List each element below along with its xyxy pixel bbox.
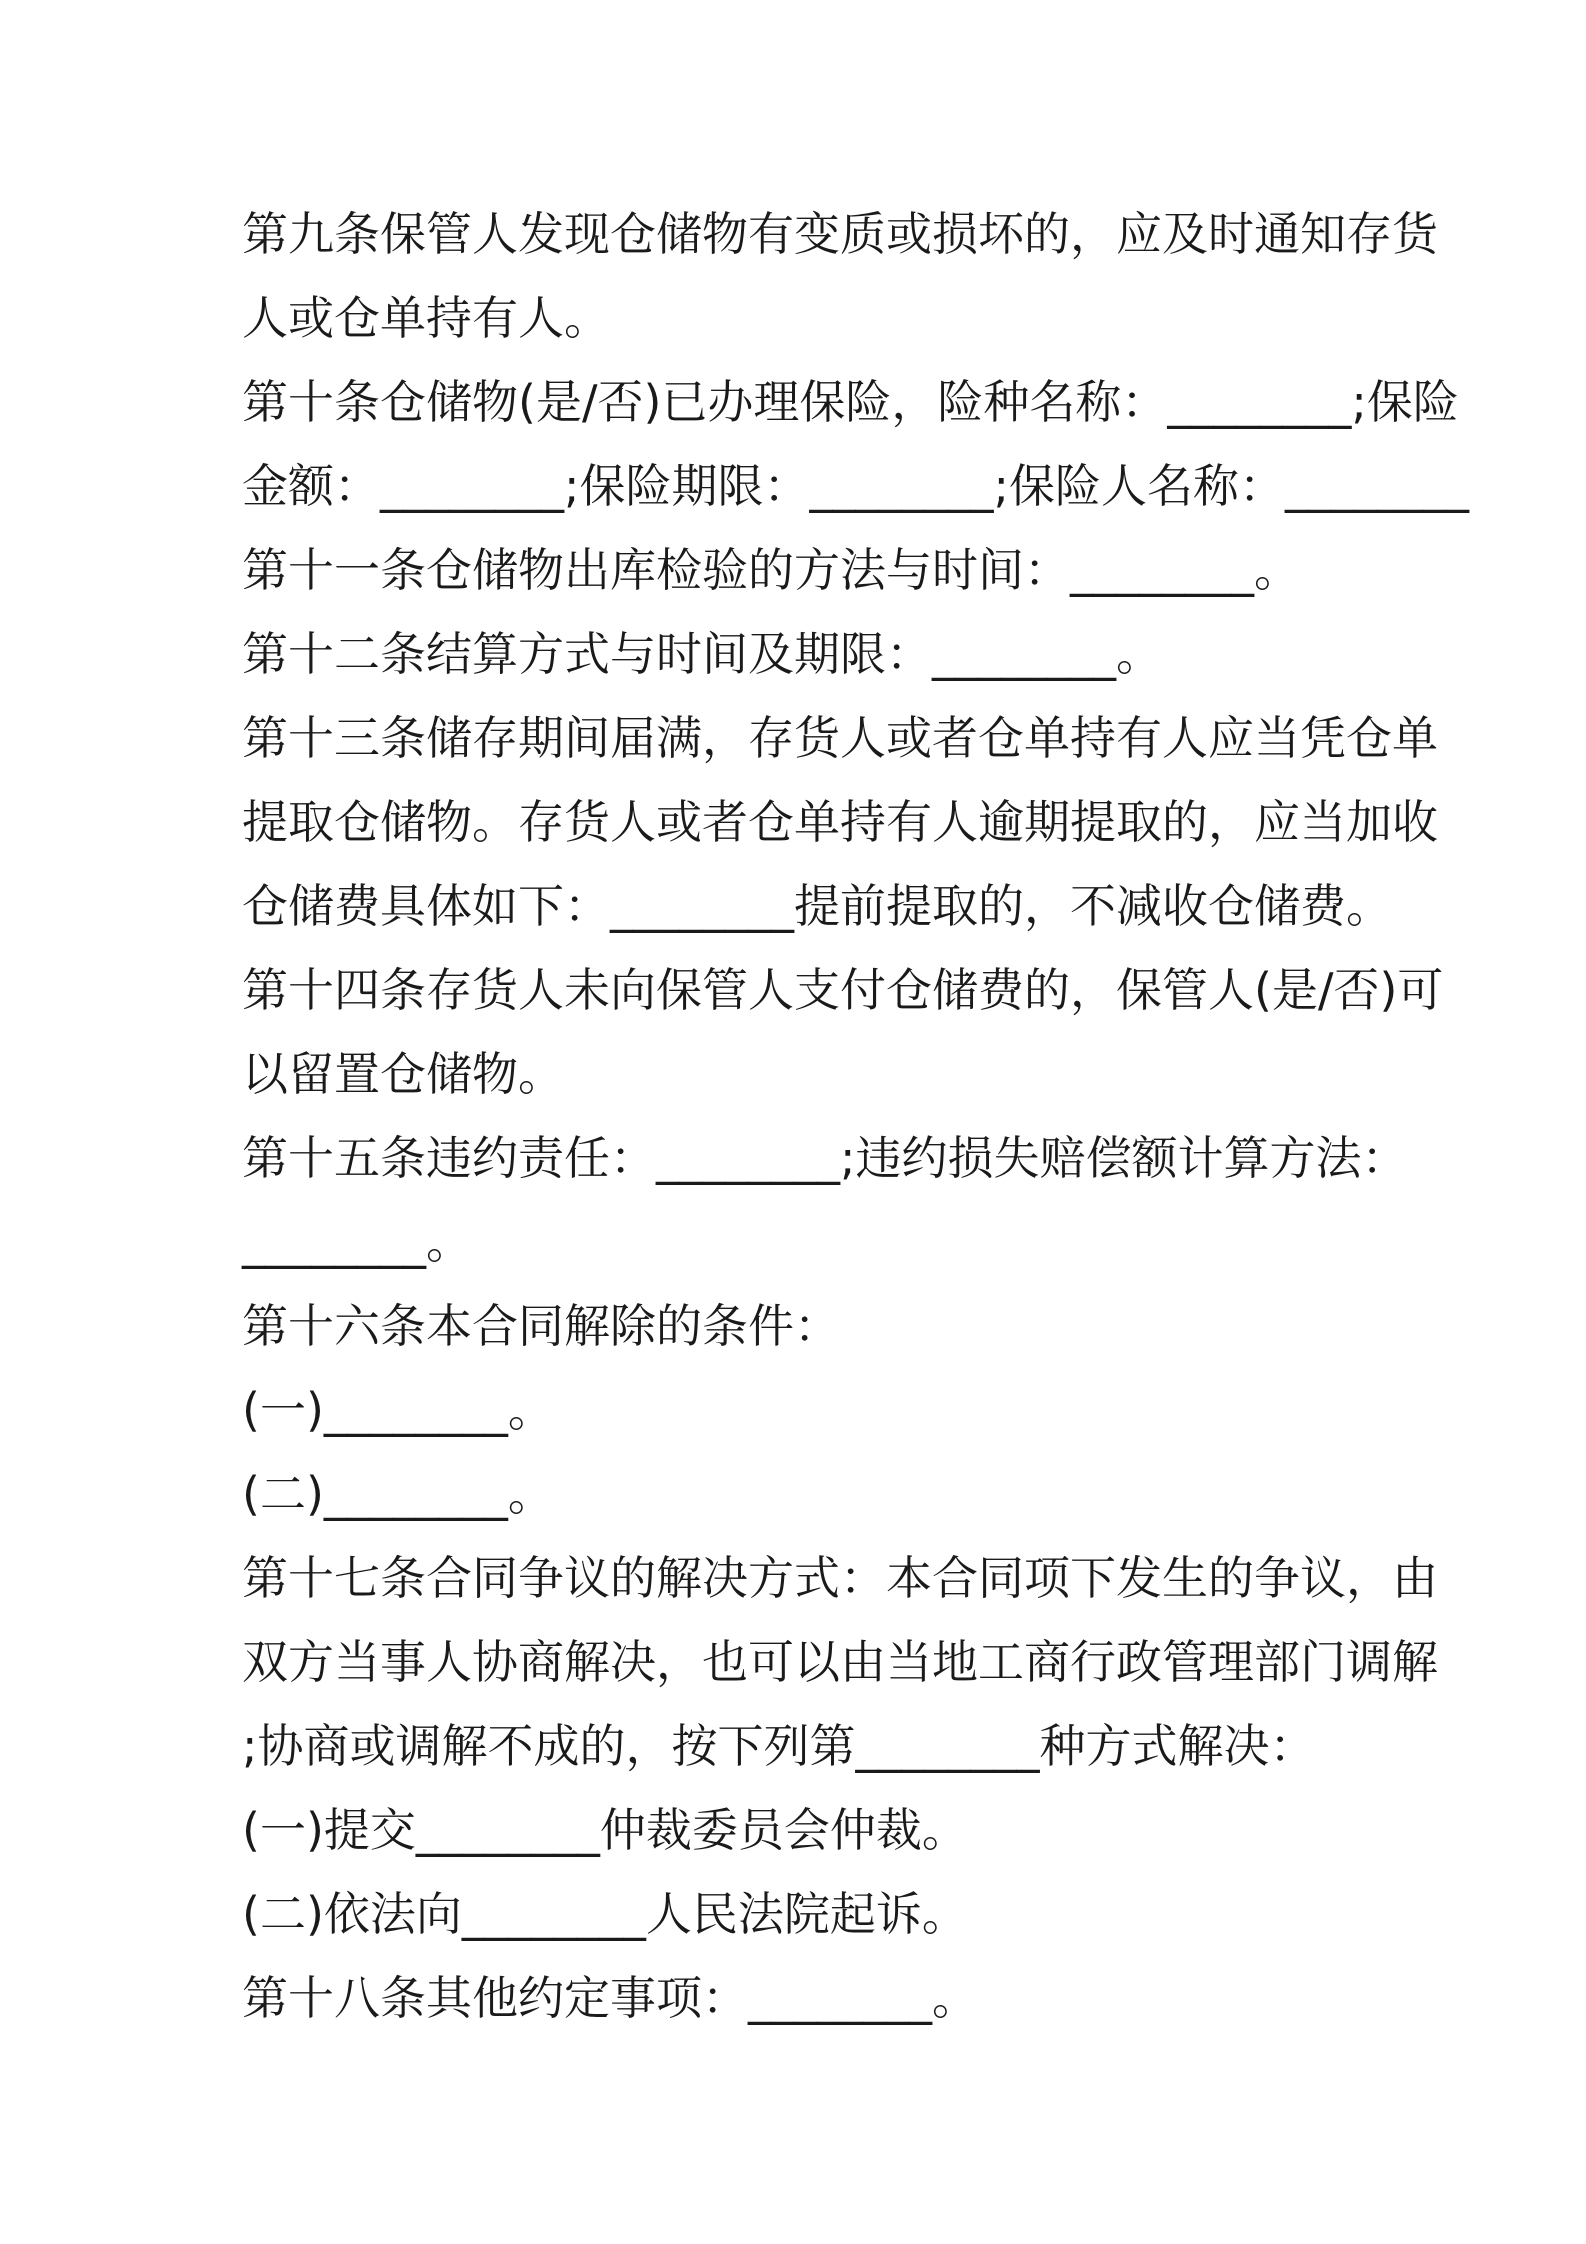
document-body (242, 192, 1469, 2040)
article-15-line-2: ________。 (242, 1215, 472, 1269)
article-12-line: 第十二条结算方式与时间及期限：________。 (242, 627, 1162, 681)
article-10-line-2: 金额：________;保险期限：________;保险人名称：________ (242, 459, 1469, 513)
article-13-line-1: 第十三条储存期间届满，存货人或者仓单持有人应当凭仓单 (242, 711, 1438, 765)
article-16-heading: 第十六条本合同解除的条件： (242, 1299, 840, 1353)
article-9-line-2: 人或仓单持有人。 (242, 291, 610, 345)
article-16-item-1: (一)________。 (242, 1383, 554, 1437)
article-14-line-1: 第十四条存货人未向保管人支付仓储费的，保管人(是/否)可 (242, 963, 1444, 1017)
article-17-line-1: 第十七条合同争议的解决方式：本合同项下发生的争议，由 (242, 1551, 1438, 1605)
article-9-line-1: 第九条保管人发现仓储物有变质或损坏的，应及时通知存货 (242, 207, 1438, 261)
article-17-line-2: 双方当事人协商解决，也可以由当地工商行政管理部门调解 (242, 1635, 1438, 1689)
article-15-line-1: 第十五条违约责任：________;违约损失赔偿额计算方法： (242, 1131, 1408, 1185)
article-18-line: 第十八条其他约定事项：________。 (242, 1971, 978, 2025)
article-11-line: 第十一条仓储物出库检验的方法与时间：________。 (242, 543, 1300, 597)
article-17-item-2: (二)依法向________人民法院起诉。 (242, 1887, 968, 1941)
article-13-line-2: 提取仓储物。存货人或者仓单持有人逾期提取的，应当加收 (242, 795, 1438, 849)
article-17-item-1: (一)提交________仲裁委员会仲裁。 (242, 1803, 968, 1857)
article-13-line-3: 仓储费具体如下：________提前提取的，不减收仓储费。 (242, 879, 1392, 933)
article-14-line-2: 以留置仓储物。 (242, 1047, 564, 1101)
article-17-line-3: ;协商或调解不成的，按下列第________种方式解决： (242, 1719, 1316, 1773)
article-16-item-2: (二)________。 (242, 1467, 554, 1521)
article-10-line-1: 第十条仓储物(是/否)已办理保险，险种名称：________;保险 (242, 375, 1459, 429)
